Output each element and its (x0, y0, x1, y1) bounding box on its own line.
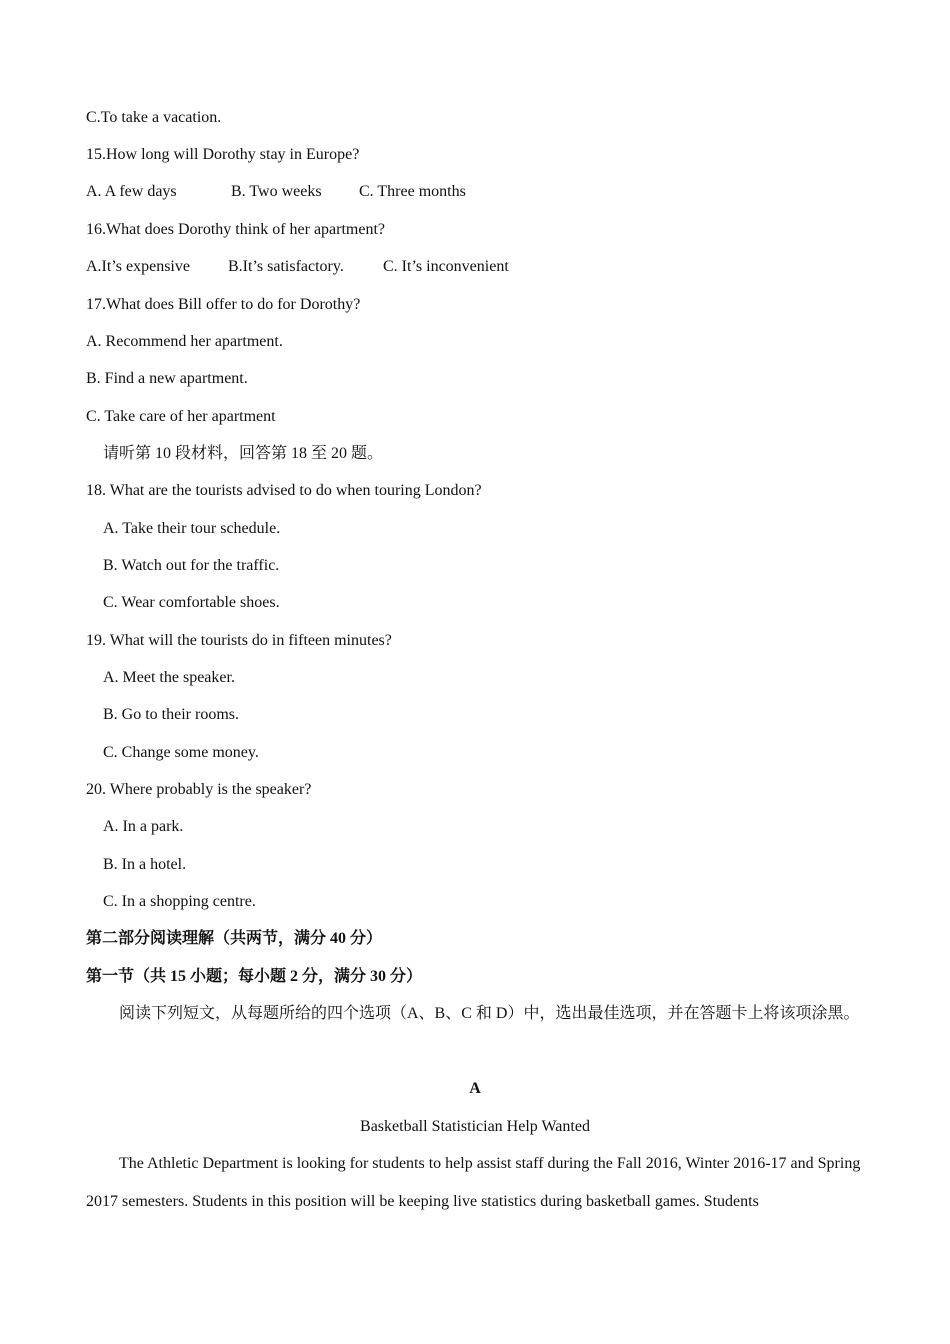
q18-option-b: B. Watch out for the traffic. (103, 557, 280, 574)
passage-title: Basketball Statistician Help Wanted (360, 1118, 590, 1135)
q14-option-c: C.To take a vacation. (86, 109, 222, 126)
q20-option-b: B. In a hotel. (103, 856, 187, 873)
q15-option-b: B. Two weeks (231, 183, 322, 200)
q15-options (86, 182, 466, 202)
q16-option-a: A.It’s expensive (86, 258, 190, 275)
passage-body: The Athletic Department is looking for students to help assist staff during the Fall 2016, Winter 2016-17 and Spring 2017 semesters. Students in this position will be keeping live statistics during basketball games. Students (86, 1155, 861, 1210)
q18-option-a: A. Take their tour schedule. (103, 520, 281, 537)
q16-option-b: B.It’s satisfactory. (228, 258, 344, 275)
q15-option-c: C. Three months (359, 183, 466, 200)
passage-letter: A (469, 1080, 481, 1097)
q16-option-c: C. It’s inconvenient (383, 258, 509, 275)
q19-option-a: A. Meet the speaker. (103, 669, 235, 686)
reading-instruction: 阅读下列短文，从每题所给的四个选项（A、B、C 和 D）中，选出最佳选项，并在答题卡上将该项涂黑。 (119, 1005, 860, 1022)
q17-option-b: B. Find a new apartment. (86, 370, 248, 387)
q20-option-a: A. In a park. (103, 818, 184, 835)
q15-option-a: A. A few days (86, 183, 177, 200)
q17-option-c: C. Take care of her apartment (86, 408, 276, 425)
q15-question: 15.How long will Dorothy stay in Europe? (86, 146, 360, 163)
part2-heading: 第二部分阅读理解（共两节，满分 40 分） (86, 930, 383, 947)
q20-option-c: C. In a shopping centre. (103, 893, 256, 910)
section1-heading: 第一节（共 15 小题；每小题 2 分，满分 30 分） (86, 968, 423, 985)
q19-option-c: C. Change some money. (103, 744, 259, 761)
q18-question: 18. What are the tourists advised to do when touring London? (86, 482, 482, 499)
q16-question: 16.What does Dorothy think of her apartment? (86, 221, 386, 238)
q20-question: 20. Where probably is the speaker? (86, 781, 312, 798)
section10-instruction: 请听第 10 段材料，回答第 18 至 20 题。 (103, 445, 384, 462)
q17-question: 17.What does Bill offer to do for Dorothy? (86, 296, 361, 313)
q16-options (86, 257, 509, 277)
q18-option-c: C. Wear comfortable shoes. (103, 594, 280, 611)
q19-question: 19. What will the tourists do in fifteen minutes? (86, 632, 392, 649)
q19-option-b: B. Go to their rooms. (103, 706, 239, 723)
q17-option-a: A. Recommend her apartment. (86, 333, 283, 350)
